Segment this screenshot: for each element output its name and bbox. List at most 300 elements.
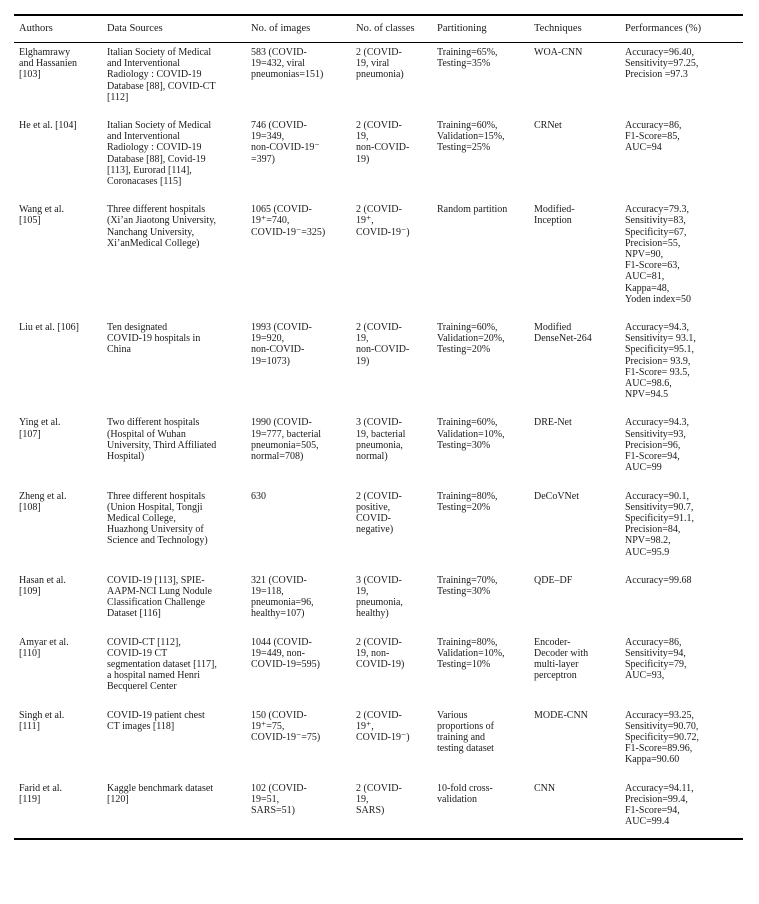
classes-line: non-COVID- [356, 142, 410, 154]
data-sources-line: Medical College, [107, 512, 176, 524]
partitioning-cell [432, 631, 529, 704]
authors-cell [14, 777, 102, 840]
data-sources-line: Xi’anMedical College) [107, 237, 200, 249]
data-sources-cell [102, 485, 246, 569]
data-sources-line: and Interventional [107, 58, 181, 70]
classes-line: pneumonia, [356, 439, 403, 451]
performances-line: Specificity=67, [625, 226, 687, 238]
data-sources-line: a hospital named Henri [107, 670, 201, 682]
classes-line: 2 (COVID- [356, 322, 402, 334]
partitioning-line: training and [437, 731, 486, 743]
images-line: COVID-19=595) [251, 658, 320, 670]
partitioning-line: Training=70%, [437, 574, 498, 586]
performances-line: Sensitivity=90.70, [625, 720, 699, 732]
table-row [14, 198, 743, 316]
table-row [14, 777, 743, 840]
data-sources-cell [102, 198, 246, 316]
performances-cell [620, 198, 743, 316]
techniques-line: Modified [534, 322, 572, 334]
data-sources-line: COVID-19 patient chest [107, 709, 205, 721]
authors-cell [14, 569, 102, 631]
images-line: 1990 (COVID- [251, 417, 312, 429]
table-row [14, 485, 743, 569]
data-sources-line: Science and Technology) [107, 535, 208, 547]
performances-cell [620, 43, 743, 115]
partitioning-cell [432, 485, 529, 569]
classes-cell [351, 411, 432, 484]
performances-line: Kappa=90.60 [625, 754, 680, 766]
classes-line: 19, [356, 585, 369, 597]
performances-line: Accuracy=99.68 [625, 574, 692, 586]
images-line: 746 (COVID- [251, 120, 307, 132]
data-sources-cell [102, 411, 246, 484]
performances-line: Precision=96, [625, 439, 681, 451]
performances-line: Accuracy=94.3, [625, 322, 689, 334]
partitioning-line: Testing=30% [437, 585, 491, 597]
data-sources-line: CT images [118] [107, 720, 175, 732]
performances-line: Precision=99.4, [625, 793, 688, 805]
performances-line: Precision =97.3 [625, 69, 688, 81]
authors-line: Zheng et al. [19, 490, 67, 502]
data-sources-line: Classification Challenge [107, 597, 206, 609]
data-sources-cell [102, 43, 246, 115]
performances-line: Sensitivity=94, [625, 647, 686, 659]
data-sources-line: Coronacases [115] [107, 176, 182, 188]
performances-line: AUC=93, [625, 670, 665, 682]
performances-line: Sensitivity= 93.1, [625, 333, 696, 345]
techniques-line: QDE–DF [534, 574, 573, 586]
header-partitioning: Partitioning [437, 23, 487, 34]
data-sources-line: (Union Hospital, Tongji [107, 501, 203, 513]
performances-line: F1-Score=89.96, [625, 743, 693, 755]
techniques-line: Encoder- [534, 636, 571, 648]
authors-cell [14, 114, 102, 198]
classes-cell [351, 569, 432, 631]
images-line: COVID-19⁻=75) [251, 731, 321, 743]
data-sources-line: COVID-19 hospitals in [107, 333, 201, 345]
classes-line: 2 (COVID- [356, 490, 402, 502]
data-sources-line: Radiology : COVID-19 [107, 69, 202, 81]
techniques-cell [529, 114, 620, 198]
images-line: 19=777, bacterial [251, 428, 322, 440]
performances-cell [620, 411, 743, 484]
data-sources-line: Database [88], COVID-CT [107, 80, 216, 92]
data-sources-cell [102, 114, 246, 198]
performances-line: Kappa=48, [625, 282, 670, 294]
techniques-cell [529, 704, 620, 777]
authors-line: [110] [19, 647, 41, 659]
performances-line: Precision=84, [625, 524, 681, 536]
images-line: SARS=51) [251, 804, 295, 816]
performances-cell [620, 569, 743, 631]
images-line: healthy=107) [251, 608, 305, 620]
techniques-line: DenseNet-264 [534, 333, 592, 345]
performances-line: F1-Score=85, [625, 131, 680, 143]
classes-line: 19) [356, 153, 370, 165]
performances-line: F1-Score=94, [625, 451, 680, 463]
data-sources-cell [102, 631, 246, 704]
images-cell [246, 777, 351, 840]
performances-line: NPV=90, [625, 249, 664, 261]
table-row [14, 569, 743, 631]
partitioning-cell [432, 777, 529, 840]
header-row [14, 15, 743, 43]
performances-line: AUC=98.6, [625, 378, 672, 390]
partitioning-line: Testing=25% [437, 142, 491, 154]
techniques-line: multi-layer [534, 658, 579, 670]
performances-line: Specificity=79, [625, 658, 687, 670]
classes-line: negative) [356, 524, 394, 536]
table-row [14, 411, 743, 484]
images-line: 19=1073) [251, 355, 290, 367]
performances-line: Accuracy=79.3, [625, 204, 689, 216]
classes-cell [351, 485, 432, 569]
data-sources-line: (Hospital of Wuhan [107, 428, 186, 440]
performances-line: NPV=98.2, [625, 535, 671, 547]
header-no-of-images: No. of images [251, 23, 311, 34]
partitioning-line: Testing=30% [437, 439, 491, 451]
data-sources-line: University, Third Affiliated [107, 439, 217, 451]
performances-cell [620, 114, 743, 198]
classes-line: 2 (COVID- [356, 47, 402, 58]
classes-line: 2 (COVID- [356, 782, 402, 794]
performances-line: Accuracy=94.3, [625, 417, 689, 429]
header-performances: Performances (%) [625, 23, 702, 34]
classes-line: 19⁺, [356, 720, 374, 732]
classes-line: healthy) [356, 608, 389, 620]
images-line: 630 [251, 490, 266, 502]
authors-cell [14, 631, 102, 704]
partitioning-line: Validation=10%, [437, 428, 505, 440]
images-line: non-COVID-19⁻ [251, 142, 320, 154]
performances-line: Accuracy=96.40, [625, 47, 694, 58]
classes-line: normal) [356, 451, 388, 463]
authors-line: Liu et al. [106] [19, 322, 79, 334]
partitioning-cell [432, 569, 529, 631]
partitioning-line: Testing=20% [437, 344, 491, 356]
techniques-cell [529, 631, 620, 704]
classes-line: 19, [356, 131, 369, 143]
partitioning-line: Testing=35% [437, 58, 491, 70]
performances-line: Sensitivity=93, [625, 428, 686, 440]
performances-line: NPV=94.5 [625, 389, 669, 401]
partitioning-line: Training=60%, [437, 120, 498, 132]
partitioning-line: Training=65%, [437, 47, 498, 58]
data-sources-line: Three different hospitals [107, 490, 206, 502]
performances-line: F1-Score= 93.5, [625, 366, 690, 378]
authors-line: [119] [19, 793, 41, 805]
performances-line: F1-Score=63, [625, 260, 680, 272]
images-line: 19=349, [251, 131, 285, 143]
techniques-line: DRE-Net [534, 417, 572, 429]
authors-cell [14, 43, 102, 115]
images-line: non-COVID- [251, 344, 305, 356]
classes-line: pneumonia) [356, 69, 404, 81]
classes-cell [351, 777, 432, 840]
techniques-line: DeCoVNet [534, 490, 579, 502]
table-row [14, 43, 743, 115]
performances-line: Accuracy=86, [625, 636, 682, 648]
data-sources-line: Ten designated [107, 322, 168, 334]
performances-cell [620, 777, 743, 840]
authors-line: He et al. [104] [19, 120, 77, 132]
performances-line: Sensitivity=83, [625, 215, 686, 227]
performances-line: AUC=81, [625, 271, 665, 283]
classes-line: 3 (COVID- [356, 417, 402, 429]
partitioning-line: 10-fold cross- [437, 782, 493, 794]
techniques-line: Inception [534, 215, 572, 227]
classes-line: COVID- [356, 512, 391, 524]
table-row [14, 631, 743, 704]
header-data-sources: Data Sources [107, 23, 163, 34]
authors-line: [111] [19, 720, 40, 732]
images-line: pneumonias=151) [251, 69, 324, 81]
table-header [14, 15, 743, 43]
authors-line: Amyar et al. [19, 636, 69, 648]
images-cell [246, 316, 351, 411]
classes-line: positive, [356, 501, 391, 513]
data-sources-line: Nanchang University, [107, 226, 195, 238]
classes-line: COVID-19⁻) [356, 731, 410, 743]
data-sources-cell [102, 777, 246, 840]
data-sources-line: COVID-19 CT [107, 647, 168, 659]
partitioning-line: testing dataset [437, 743, 494, 755]
data-sources-line: Hospital) [107, 451, 145, 463]
techniques-line: CNN [534, 782, 556, 794]
images-line: 19=432, viral [251, 58, 305, 70]
partitioning-line: Training=60%, [437, 322, 498, 334]
images-line: 321 (COVID- [251, 574, 307, 586]
techniques-line: MODE-CNN [534, 709, 588, 721]
header-authors: Authors [19, 23, 53, 34]
authors-line: Singh et al. [19, 709, 65, 721]
classes-line: 19, bacterial [356, 428, 406, 440]
data-sources-line: China [107, 344, 131, 356]
authors-cell [14, 485, 102, 569]
data-sources-cell [102, 569, 246, 631]
techniques-line: Modified- [534, 204, 575, 216]
performances-line: Sensitivity=90.7, [625, 501, 694, 513]
data-sources-line: COVID-19 [113], SPIE- [107, 574, 205, 586]
classes-cell [351, 114, 432, 198]
data-sources-cell [102, 704, 246, 777]
performances-line: Yoden index=50 [625, 293, 692, 305]
data-sources-cell [102, 316, 246, 411]
classes-cell [351, 316, 432, 411]
authors-line: [103] [19, 69, 41, 81]
images-line: 1044 (COVID- [251, 636, 312, 648]
images-cell [246, 43, 351, 115]
partitioning-line: Random partition [437, 204, 508, 216]
partitioning-line: Validation=20%, [437, 333, 505, 345]
performances-line: F1-Score=94, [625, 804, 680, 816]
images-line: COVID-19⁻=325) [251, 226, 326, 238]
partitioning-cell [432, 704, 529, 777]
classes-line: 2 (COVID- [356, 709, 402, 721]
partitioning-line: Training=80%, [437, 636, 498, 648]
classes-line: pneumonia, [356, 597, 403, 609]
techniques-cell [529, 569, 620, 631]
images-line: 19=118, [251, 585, 284, 597]
images-line: 1993 (COVID- [251, 322, 312, 334]
partitioning-line: Validation=15%, [437, 131, 505, 143]
comparison-table [14, 14, 743, 840]
performances-line: Specificity=91.1, [625, 512, 694, 524]
classes-line: COVID-19⁻) [356, 226, 410, 238]
performances-line: Specificity=90.72, [625, 731, 699, 743]
data-sources-line: segmentation dataset [117], [107, 658, 217, 670]
performances-line: AUC=99 [625, 462, 662, 474]
images-cell [246, 198, 351, 316]
authors-line: Wang et al. [19, 204, 65, 216]
images-cell [246, 114, 351, 198]
partitioning-line: Various [437, 709, 468, 721]
classes-line: 19) [356, 355, 370, 367]
data-sources-line: Three different hospitals [107, 204, 206, 216]
partitioning-cell [432, 316, 529, 411]
partitioning-line: proportions of [437, 720, 494, 732]
classes-cell [351, 43, 432, 115]
classes-line: 2 (COVID- [356, 120, 402, 132]
partitioning-cell [432, 411, 529, 484]
data-sources-line: Becquerel Center [107, 681, 177, 693]
images-line: pneumonia=96, [251, 597, 314, 609]
authors-line: [108] [19, 501, 41, 513]
data-sources-line: Kaggle benchmark dataset [107, 782, 214, 794]
images-cell [246, 631, 351, 704]
images-line: 150 (COVID- [251, 709, 307, 721]
performances-cell [620, 316, 743, 411]
techniques-line: perceptron [534, 670, 577, 682]
data-sources-line: (Xi’an Jiaotong University, [107, 215, 217, 227]
partitioning-line: Training=80%, [437, 490, 498, 502]
header-no-of-classes: No. of classes [356, 23, 415, 34]
partitioning-line: Training=60%, [437, 417, 498, 429]
authors-line: [109] [19, 585, 41, 597]
authors-line: and Hassanien [19, 58, 78, 70]
images-line: 19=449, non- [251, 647, 305, 659]
classes-line: 19, viral [356, 58, 390, 70]
techniques-cell [529, 777, 620, 840]
classes-line: 3 (COVID- [356, 574, 402, 586]
techniques-cell [529, 485, 620, 569]
classes-line: 2 (COVID- [356, 204, 402, 216]
classes-line: 19⁺, [356, 215, 374, 227]
techniques-line: WOA-CNN [534, 47, 583, 58]
performances-cell [620, 631, 743, 704]
data-sources-line: Radiology : COVID-19 [107, 142, 202, 154]
classes-line: 19, [356, 793, 369, 805]
performances-line: AUC=99.4 [625, 816, 670, 828]
images-cell [246, 704, 351, 777]
authors-cell [14, 704, 102, 777]
partitioning-line: Validation=10%, [437, 647, 505, 659]
authors-line: Farid et al. [19, 782, 63, 794]
partitioning-cell [432, 43, 529, 115]
images-line: 1065 (COVID- [251, 204, 312, 216]
header-techniques: Techniques [534, 23, 582, 34]
techniques-line: CRNet [534, 120, 562, 132]
performances-line: Specificity=95.1, [625, 344, 694, 356]
performances-line: Accuracy=94.11, [625, 782, 694, 794]
data-sources-line: AAPM-NCI Lung Nodule [107, 585, 212, 597]
data-sources-line: [120] [107, 793, 129, 805]
classes-line: 19, [356, 333, 369, 345]
techniques-cell [529, 198, 620, 316]
data-sources-line: and Interventional [107, 131, 181, 143]
images-line: 19=920, [251, 333, 285, 345]
table-row [14, 704, 743, 777]
performances-line: Sensitivity=97.25, [625, 58, 699, 70]
partitioning-line: Testing=20% [437, 501, 491, 513]
performances-line: Accuracy=90.1, [625, 490, 689, 502]
partitioning-line: Testing=10% [437, 658, 491, 670]
data-sources-line: Database [88], Covid-19 [107, 153, 206, 165]
performances-cell [620, 485, 743, 569]
performances-line: Precision= 93.9, [625, 355, 691, 367]
performances-line: Accuracy=93.25, [625, 709, 694, 721]
authors-cell [14, 198, 102, 316]
partitioning-line: validation [437, 793, 477, 805]
authors-line: [107] [19, 428, 41, 440]
authors-line: Hasan et al. [19, 574, 66, 586]
classes-cell [351, 631, 432, 704]
performances-cell [620, 704, 743, 777]
data-sources-line: COVID-CT [112], [107, 636, 181, 648]
partitioning-cell [432, 198, 529, 316]
comparison-table-container [14, 14, 743, 840]
images-line: 19⁺=75, [251, 720, 285, 732]
table-body [14, 43, 743, 840]
data-sources-line: Dataset [116] [107, 608, 161, 620]
techniques-cell [529, 316, 620, 411]
techniques-cell [529, 43, 620, 115]
images-line: =397) [251, 153, 275, 165]
techniques-line: Decoder with [534, 647, 589, 659]
images-line: 583 (COVID- [251, 47, 307, 58]
authors-line: [105] [19, 215, 41, 227]
classes-line: SARS) [356, 804, 385, 816]
performances-line: Precision=55, [625, 237, 681, 249]
classes-line: 2 (COVID- [356, 636, 402, 648]
images-line: 19=51, [251, 793, 280, 805]
data-sources-line: [112] [107, 91, 129, 103]
techniques-cell [529, 411, 620, 484]
data-sources-line: Huazhong University of [107, 524, 204, 536]
data-sources-line: Two different hospitals [107, 417, 200, 429]
images-line: pneumonia=505, [251, 439, 319, 451]
partitioning-cell [432, 114, 529, 198]
table-row [14, 316, 743, 411]
images-cell [246, 569, 351, 631]
classes-line: COVID-19) [356, 658, 405, 670]
performances-line: Accuracy=86, [625, 120, 682, 132]
classes-cell [351, 704, 432, 777]
authors-line: Ying et al. [19, 417, 61, 429]
data-sources-line: Italian Society of Medical [107, 47, 212, 58]
images-cell [246, 485, 351, 569]
table-row [14, 114, 743, 198]
performances-line: AUC=95.9 [625, 546, 670, 558]
data-sources-line: [113], Eurorad [114], [107, 164, 192, 176]
images-line: 102 (COVID- [251, 782, 307, 794]
classes-line: non-COVID- [356, 344, 410, 356]
classes-line: 19, non- [356, 647, 390, 659]
authors-cell [14, 411, 102, 484]
performances-line: AUC=94 [625, 142, 662, 154]
authors-line: Elghamrawy [19, 47, 71, 58]
images-cell [246, 411, 351, 484]
